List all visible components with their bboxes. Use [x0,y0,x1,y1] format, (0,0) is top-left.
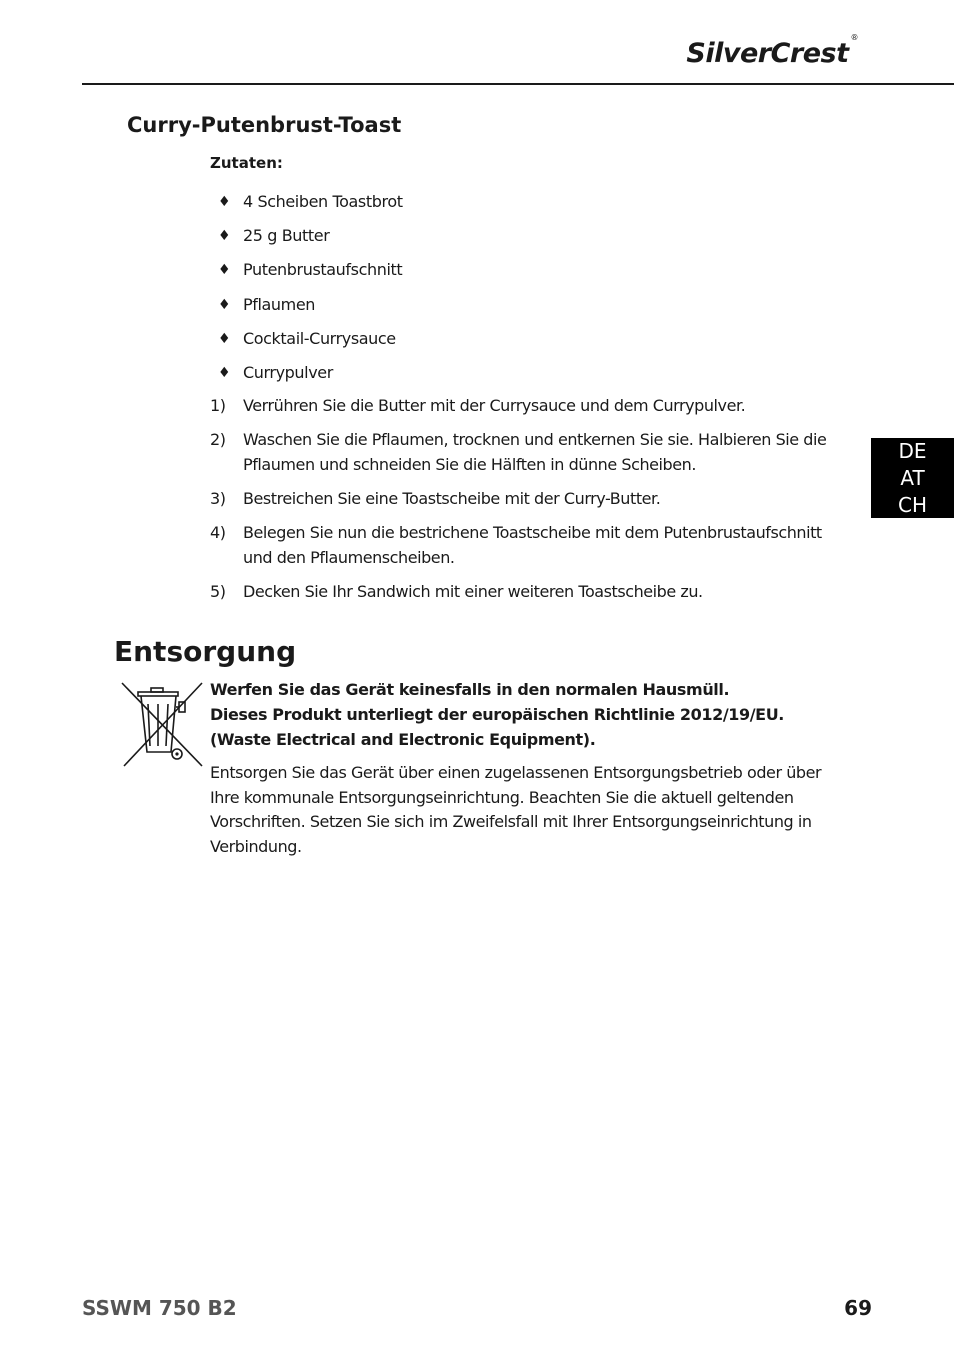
step-text: Belegen Sie nun die bestrichene Toastscheibe mit dem Putenbrustaufschnitt und den Pflaumenscheiben. [243,523,822,567]
step-text: Bestreichen Sie eine Toastscheibe mit der Curry-Butter. [243,489,661,508]
step-text: Decken Sie Ihr Sandwich mit einer weiteren Toastscheibe zu. [243,582,703,601]
footer-model: SSWM 750 B2 [82,1296,237,1320]
warning-line: Dieses Produkt unterliegt der europäischen Richtlinie 2012/19/EU. [210,705,784,724]
steps-list [210,393,840,613]
ingredient-text: 25 g Butter [243,226,330,246]
lang-ch: CH [897,492,927,517]
crossed-out-wheelie-bin-icon [120,680,204,770]
step-number: 3) [210,489,226,508]
step-number: 2) [210,430,226,449]
language-tab [871,438,954,518]
step-item [210,520,840,570]
disposal-title: Entsorgung [114,635,297,668]
step-item [210,486,840,511]
list-item [210,190,403,224]
step-text: Waschen Sie die Pflaumen, trocknen und entkernen Sie sie. Halbieren Sie die Pflaumen und schneiden Sie die Hälften in dünne Scheiben. [243,430,827,474]
step-item [210,427,840,477]
ingredient-text: 4 Scheiben Toastbrot [243,192,403,211]
warning-line: Werfen Sie das Gerät keinesfalls in den normalen Hausmüll. [210,680,730,699]
step-text: Verrühren Sie die Butter mit der Currysauce und dem Currypulver. [243,396,746,415]
ingredients-list [210,190,403,395]
lang-de: DE [898,438,927,463]
page-number: 69 [844,1296,872,1320]
disposal-warning [210,677,850,752]
diamond-bullet-icon: ♦ [218,296,231,313]
step-number: 4) [210,523,226,542]
diamond-bullet-icon: ♦ [218,194,231,210]
list-item [210,224,403,258]
list-item [210,327,403,361]
list-item [210,293,403,327]
step-number: 1) [210,396,226,415]
ingredient-text: Cocktail-Currysauce [243,328,396,348]
diamond-bullet-icon: ♦ [218,228,231,245]
ingredient-text: Putenbrustaufschnitt [243,260,403,280]
ingredient-text: Currypulver [243,362,333,382]
diamond-bullet-icon: ♦ [218,330,231,347]
warning-line: (Waste Electrical and Electronic Equipment). [210,730,596,749]
step-item [210,579,840,604]
list-item [210,258,403,292]
brand-logo [686,33,858,69]
ingredient-text: Pflaumen [243,294,316,314]
step-number: 5) [210,582,226,601]
step-item [210,393,840,418]
recipe-title: Curry-Putenbrust-Toast [127,113,402,137]
header-rule [82,83,954,85]
lang-at: AT [900,465,925,490]
diamond-bullet-icon: ♦ [218,364,231,381]
list-item [210,361,403,395]
brand-name: SilverCrest [686,38,849,69]
ingredients-heading: Zutaten: [210,154,283,172]
disposal-paragraph: Entsorgen Sie das Gerät über einen zugelassenen Entsorgungsbetrieb oder über Ihre kommunale Entsorgungseinrichtung. Beachten Sie die aktuell geltenden Vorschriften. Setzen Sie sich im Zweifelsfall mit Ihrer Entsorgungseinrichtung in Verbindung. [210,763,822,856]
diamond-bullet-icon: ♦ [218,262,231,279]
registered-mark: ® [850,33,858,42]
